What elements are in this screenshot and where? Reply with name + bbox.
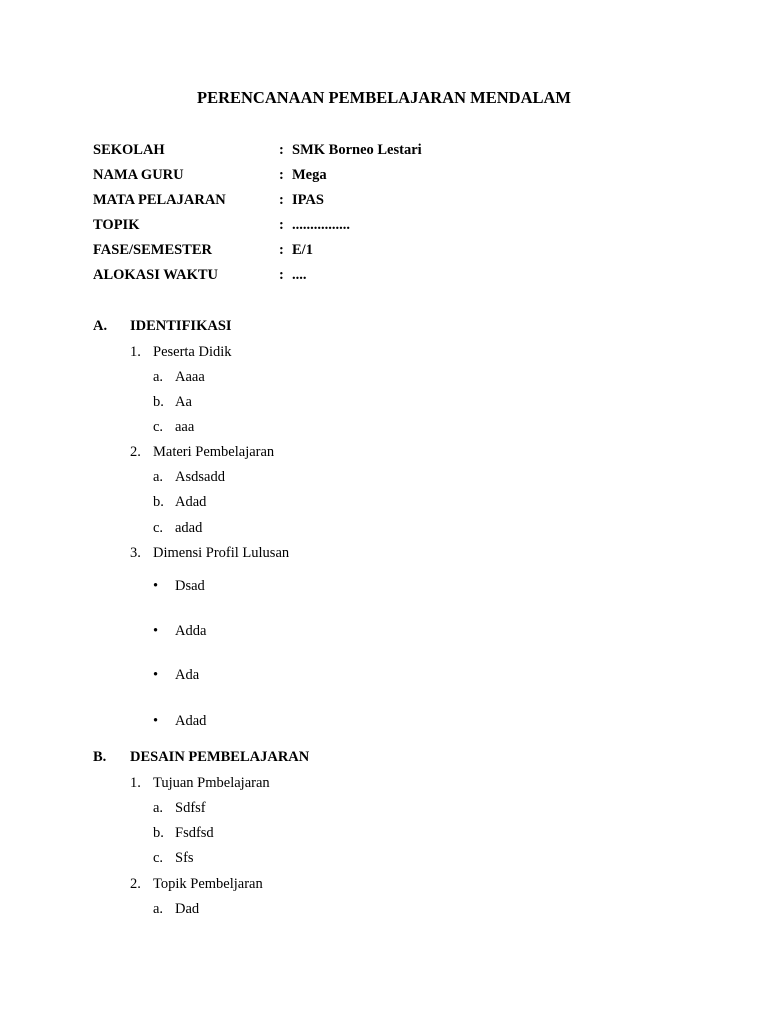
info-row-fase-semester bbox=[93, 241, 422, 266]
section-title: IDENTIFIKASI bbox=[130, 318, 232, 334]
sub-item bbox=[153, 418, 194, 437]
sub-text: adad bbox=[175, 520, 203, 536]
list-label: Materi Pembelajaran bbox=[153, 444, 275, 460]
sub-item bbox=[153, 900, 199, 919]
sub-text: Sdfsf bbox=[175, 800, 206, 816]
list-number: 2. bbox=[130, 876, 141, 892]
list-label: Peserta Didik bbox=[153, 344, 232, 360]
bullet-text: Adad bbox=[175, 713, 207, 729]
bullet-item bbox=[153, 666, 199, 685]
bullet-marker: • bbox=[153, 713, 159, 729]
info-colon: : bbox=[279, 242, 284, 258]
sub-text: aaa bbox=[175, 419, 195, 435]
list-number: 1. bbox=[130, 775, 141, 791]
list-label: Topik Pembeljaran bbox=[153, 876, 263, 892]
info-label: ALOKASI WAKTU bbox=[93, 267, 219, 283]
sub-item bbox=[153, 493, 206, 512]
bullet-item bbox=[153, 577, 205, 596]
info-value: SMK Borneo Lestari bbox=[292, 142, 422, 158]
list-item bbox=[130, 544, 289, 563]
list-item bbox=[130, 774, 270, 793]
list-number: 2. bbox=[130, 444, 141, 460]
sub-marker: c. bbox=[153, 520, 164, 536]
info-table bbox=[93, 141, 422, 291]
sub-item bbox=[153, 799, 206, 818]
bullet-text: Adda bbox=[175, 623, 207, 639]
sub-item bbox=[153, 824, 214, 843]
sub-item bbox=[153, 468, 225, 487]
bullet-item bbox=[153, 622, 206, 641]
list-item bbox=[130, 443, 274, 462]
info-value: E/1 bbox=[292, 242, 313, 258]
list-label: Tujuan Pmbelajaran bbox=[153, 775, 270, 791]
sub-item bbox=[153, 519, 202, 538]
info-row-sekolah bbox=[93, 141, 422, 166]
info-label: MATA PELAJARAN bbox=[93, 192, 226, 208]
info-row-nama-guru bbox=[93, 166, 422, 191]
sub-text: Adad bbox=[175, 494, 207, 510]
list-number: 1. bbox=[130, 344, 141, 360]
sub-text: Fsdfsd bbox=[175, 825, 214, 841]
info-colon: : bbox=[279, 142, 284, 158]
info-value: Mega bbox=[292, 167, 327, 183]
bullet-item bbox=[153, 712, 206, 731]
sub-text: Sfs bbox=[175, 850, 194, 866]
info-colon: : bbox=[279, 192, 284, 208]
section-b-heading bbox=[93, 748, 309, 767]
sub-marker: a. bbox=[153, 469, 164, 485]
document-title: PERENCANAAN PEMBELAJARAN MENDALAM bbox=[197, 88, 571, 107]
sub-marker: a. bbox=[153, 800, 164, 816]
bullet-text: Ada bbox=[175, 667, 200, 683]
sub-text: Asdsadd bbox=[175, 469, 225, 485]
sub-marker: c. bbox=[153, 419, 164, 435]
info-value: .... bbox=[292, 267, 307, 283]
info-label: TOPIK bbox=[93, 217, 140, 233]
section-title: DESAIN PEMBELAJARAN bbox=[130, 749, 310, 765]
sub-item bbox=[153, 849, 194, 868]
section-a-heading bbox=[93, 317, 232, 336]
sub-text: Dad bbox=[175, 901, 200, 917]
info-row-topik bbox=[93, 216, 422, 241]
info-row-mata-pelajaran bbox=[93, 191, 422, 216]
info-value: IPAS bbox=[292, 192, 324, 208]
sub-item bbox=[153, 368, 205, 387]
bullet-marker: • bbox=[153, 578, 159, 594]
sub-text: Aa bbox=[175, 394, 192, 410]
sub-marker: a. bbox=[153, 901, 164, 917]
sub-marker: b. bbox=[153, 394, 164, 410]
sub-marker: b. bbox=[153, 825, 164, 841]
info-colon: : bbox=[279, 217, 284, 233]
info-colon: : bbox=[279, 267, 284, 283]
sub-item bbox=[153, 393, 192, 412]
list-item bbox=[130, 343, 232, 362]
list-label: Dimensi Profil Lulusan bbox=[153, 545, 290, 561]
list-number: 3. bbox=[130, 545, 141, 561]
list-item bbox=[130, 875, 263, 894]
section-letter: A. bbox=[93, 318, 108, 334]
info-colon: : bbox=[279, 167, 284, 183]
info-label: FASE/SEMESTER bbox=[93, 242, 212, 258]
sub-marker: c. bbox=[153, 850, 164, 866]
bullet-marker: • bbox=[153, 623, 159, 639]
sub-marker: b. bbox=[153, 494, 164, 510]
info-row-alokasi-waktu bbox=[93, 266, 422, 291]
info-value: ................ bbox=[292, 217, 350, 233]
info-label: NAMA GURU bbox=[93, 167, 184, 183]
sub-text: Aaaa bbox=[175, 369, 205, 385]
info-label: SEKOLAH bbox=[93, 142, 165, 158]
bullet-marker: • bbox=[153, 667, 159, 683]
sub-marker: a. bbox=[153, 369, 164, 385]
bullet-text: Dsad bbox=[175, 578, 205, 594]
section-letter: B. bbox=[93, 749, 107, 765]
